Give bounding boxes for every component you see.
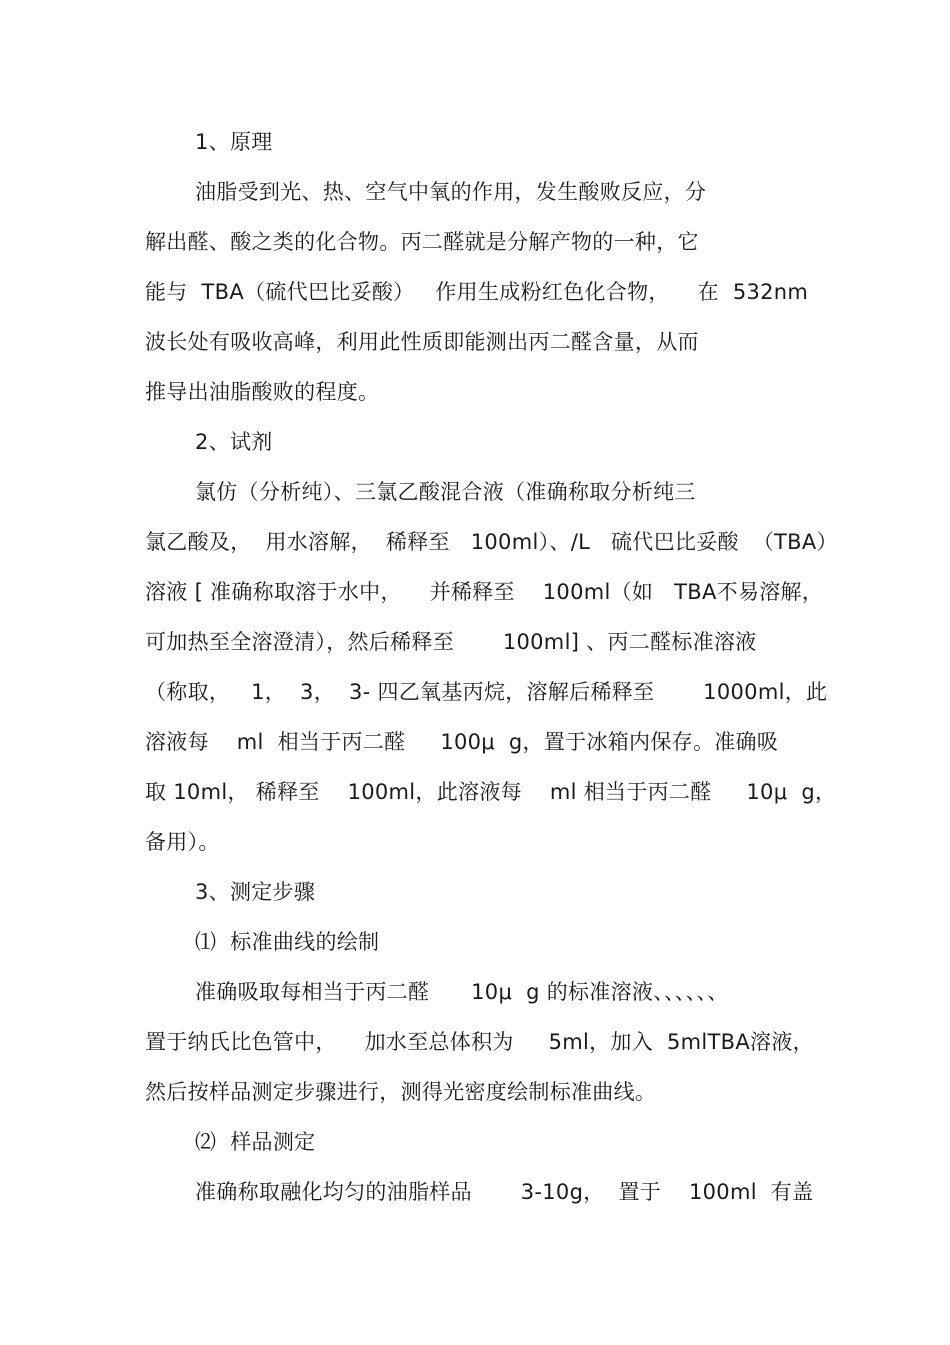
paragraph-line: 置于纳氏比色管中， 加水至总体积为 5ml，加入 5mlTBA溶液，	[145, 1030, 814, 1054]
paragraph-line: 然后按样品测定步骤进行，测得光密度绘制标准曲线。	[145, 1080, 657, 1104]
paragraph-line: 准确吸取每相当于丙二醛 10μ g 的标准溶液、、、、、、	[195, 980, 729, 1004]
paragraph-line: 推导出油脂酸败的程度。	[145, 380, 380, 404]
paragraph-line: 可加热至全溶澄清），然后稀释至 100ml] 、丙二醛标准溶液	[145, 630, 757, 654]
paragraph-line: 取 10ml， 稀释至 100ml，此溶液每 ml 相当于丙二醛 10μ g，	[145, 780, 837, 804]
paragraph-line: 溶液每 ml 相当于丙二醛 100μ g，置于冰箱内保存。准确吸	[145, 730, 779, 754]
paragraph-line: 油脂受到光、热、空气中氧的作用，发生酸败反应，分	[195, 180, 707, 204]
paragraph-line: 能与 TBA（硫代巴比妥酸） 作用生成粉红色化合物， 在 532nm	[145, 280, 809, 304]
heading-procedure: 3、测定步骤	[195, 880, 316, 904]
paragraph-line: 溶液 [ 准确称取溶于水中， 并稀释至 100ml（如 TBA不易溶解，	[145, 580, 824, 604]
subheading-standard-curve: ⑴ 标准曲线的绘制	[195, 930, 380, 954]
heading-principle: 1、原理	[195, 130, 273, 154]
paragraph-line: 氯乙酸及， 用水溶解， 稀释至 100ml）、/L 硫代巴比妥酸 （TBA）	[145, 530, 838, 554]
paragraph-line: 备用）。	[145, 830, 220, 854]
paragraph-line: 波长处有吸收高峰，利用此性质即能测出丙二醛含量，从而	[145, 330, 699, 354]
paragraph-line: （称取， 1， 3， 3- 四乙氧基丙烷，溶解后稀释至 1000ml，此	[145, 680, 828, 704]
heading-reagents: 2、试剂	[195, 430, 273, 454]
paragraph-line: 氯仿（分析纯）、三氯乙酸混合液（准确称取分析纯三	[195, 480, 696, 504]
paragraph-line: 准确称取融化均匀的油脂样品 3-10g， 置于 100ml 有盖	[195, 1180, 814, 1204]
subheading-sample-test: ⑵ 样品测定	[195, 1130, 316, 1154]
paragraph-line: 解出醛、酸之类的化合物。丙二醛就是分解产物的一种，它	[145, 230, 699, 254]
